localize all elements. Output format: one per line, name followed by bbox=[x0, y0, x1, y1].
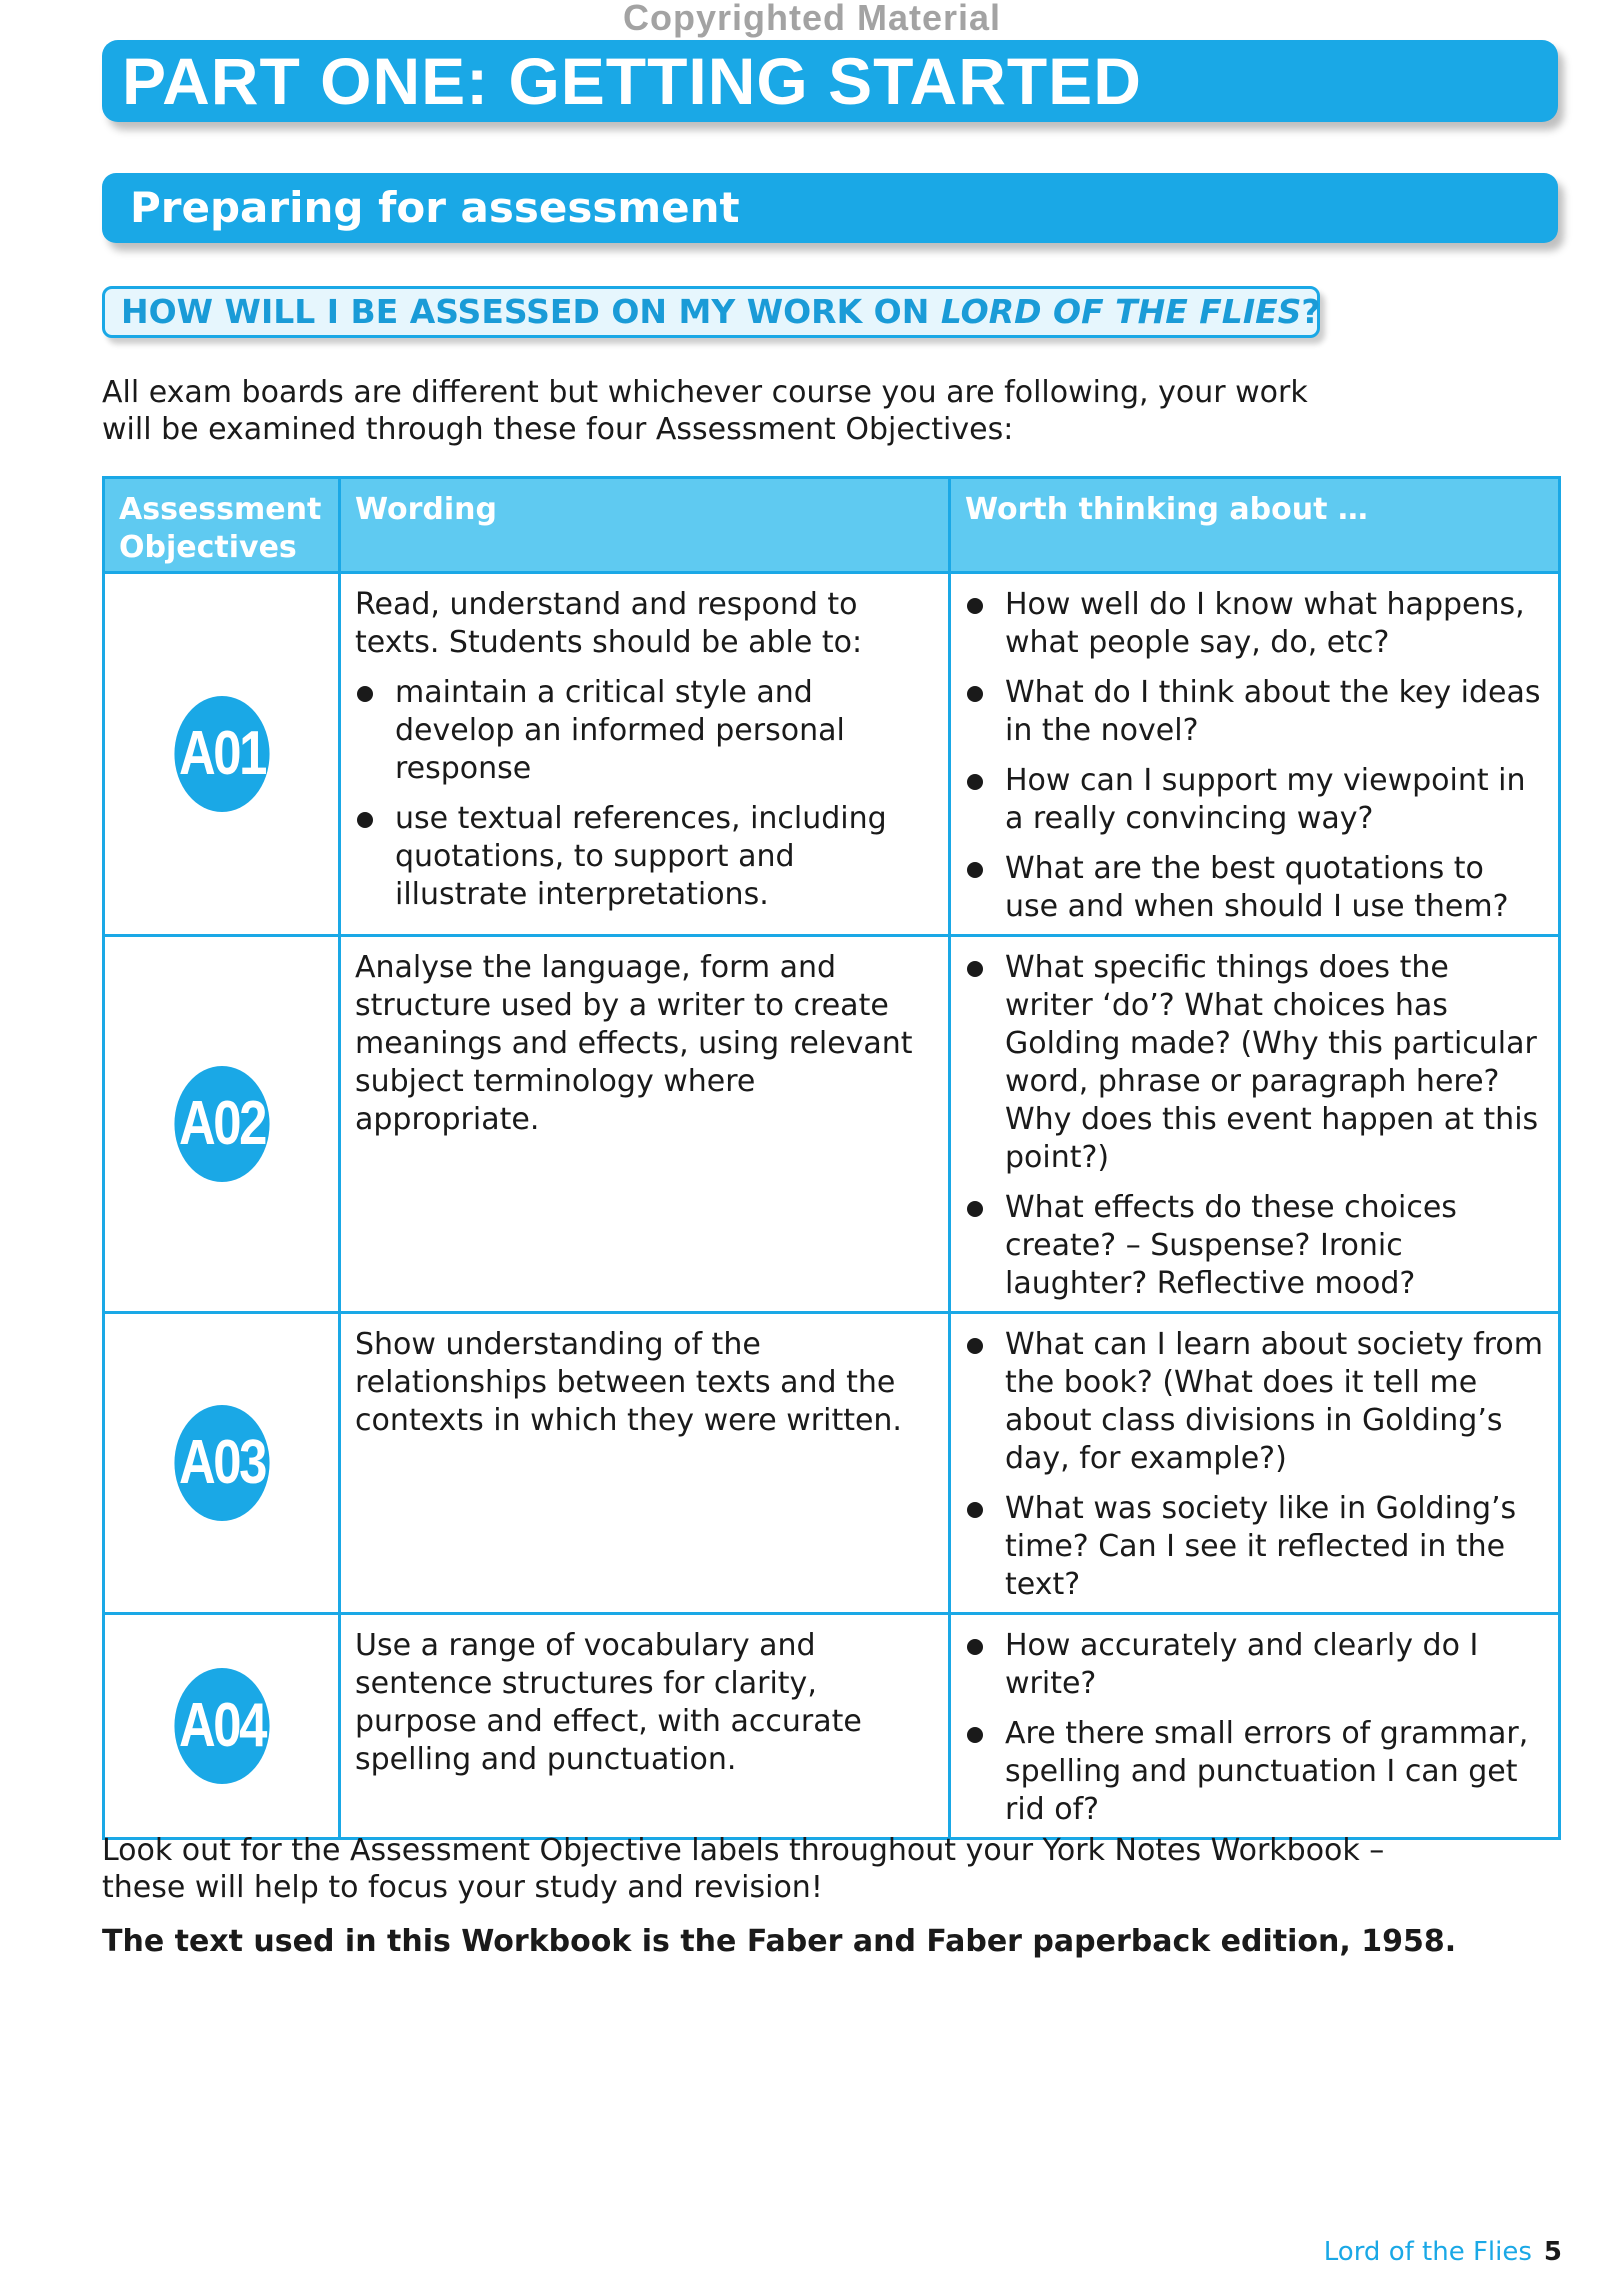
badge-cell bbox=[104, 1614, 340, 1839]
list-item-text: How can I support my viewpoint in a really convincing way? bbox=[1005, 763, 1526, 836]
header-assessment-objectives: Assessment Objectives bbox=[104, 478, 340, 573]
question-heading bbox=[102, 286, 1320, 338]
list-item-text: Are there small errors of grammar, spelling and punctuation I can get rid of? bbox=[1005, 1716, 1529, 1827]
header-worth-thinking: Worth thinking about … bbox=[950, 478, 1560, 573]
list-item-text: What effects do these choices create? – Suspense? Ironic laughter? Reflective mood? bbox=[1005, 1190, 1457, 1301]
wording-cell bbox=[340, 1614, 950, 1839]
question-prefix: HOW WILL I BE ASSESSED ON MY WORK ON bbox=[121, 292, 941, 331]
intro-paragraph: All exam boards are different but whichever course you are following, your work will be examined through these four Assessment Objectives: bbox=[102, 375, 1308, 447]
badge-cell bbox=[104, 936, 340, 1313]
wording-cell bbox=[340, 573, 950, 936]
ao-badge-a02: A02 bbox=[174, 1066, 269, 1182]
bullet-icon bbox=[357, 686, 373, 702]
table-row-a02 bbox=[104, 936, 1560, 1313]
assessment-objectives-table bbox=[102, 476, 1561, 1840]
page-number: 5 bbox=[1543, 2237, 1562, 2267]
section-title: Preparing for assessment bbox=[130, 183, 740, 232]
ao-badge-a03: A03 bbox=[174, 1405, 269, 1521]
list-item-text: What was society like in Golding’s time? Can I see it reflected in the text? bbox=[1005, 1491, 1517, 1602]
bullet-icon bbox=[357, 812, 373, 828]
thinking-bullets bbox=[965, 586, 1544, 926]
bullet-icon bbox=[967, 961, 983, 977]
part-title: PART ONE: GETTING STARTED bbox=[122, 44, 1142, 118]
footer-book-title: Lord of the Flies bbox=[1323, 2237, 1532, 2267]
list-item-text: What specific things does the writer ‘do’? What choices has Golding made? (Why this particular word, phrase or paragraph here? Why does this event happen at this point?) bbox=[1005, 950, 1539, 1175]
bullet-icon bbox=[967, 1727, 983, 1743]
list-item bbox=[965, 762, 1544, 838]
bullet-icon bbox=[967, 686, 983, 702]
question-suffix: ? bbox=[1301, 292, 1321, 331]
list-item bbox=[965, 1490, 1544, 1604]
list-item-text: use textual references, including quotations, to support and illustrate interpretations. bbox=[395, 801, 887, 912]
thinking-cell bbox=[950, 573, 1560, 936]
bullet-icon bbox=[967, 862, 983, 878]
wording-bullets bbox=[355, 674, 934, 914]
copyright-watermark: Copyrighted Material bbox=[622, 0, 1002, 38]
list-item-text: What do I think about the key ideas in the novel? bbox=[1005, 675, 1541, 748]
thinking-bullets bbox=[965, 949, 1544, 1303]
badge-cell bbox=[104, 1313, 340, 1614]
table-row-a03 bbox=[104, 1313, 1560, 1614]
ao-badge-a04: A04 bbox=[174, 1668, 269, 1784]
list-item bbox=[965, 1627, 1544, 1703]
edition-note: The text used in this Workbook is the Faber and Faber paperback edition, 1958. bbox=[102, 1924, 1457, 1959]
list-item bbox=[965, 1189, 1544, 1303]
page-footer bbox=[1324, 2236, 1562, 2268]
wording-cell bbox=[340, 936, 950, 1313]
wording-cell bbox=[340, 1313, 950, 1614]
question-book-title: LORD OF THE FLIES bbox=[940, 292, 1302, 331]
bullet-icon bbox=[967, 1338, 983, 1354]
list-item-text: How accurately and clearly do I write? bbox=[1005, 1628, 1479, 1701]
list-item bbox=[965, 1715, 1544, 1829]
table-row-a01 bbox=[104, 573, 1560, 936]
wording-lead: Analyse the language, form and structure used by a writer to create meanings and effects, using relevant subject terminology where appropriate. bbox=[355, 950, 913, 1137]
list-item bbox=[355, 674, 934, 788]
ao-badge-a01: A01 bbox=[174, 696, 269, 812]
table-header-row bbox=[104, 478, 1560, 573]
bullet-icon bbox=[967, 1639, 983, 1655]
thinking-cell bbox=[950, 936, 1560, 1313]
list-item bbox=[965, 674, 1544, 750]
thinking-cell bbox=[950, 1614, 1560, 1839]
wording-lead: Use a range of vocabulary and sentence structures for clarity, purpose and effect, with accurate spelling and punctuation. bbox=[355, 1628, 862, 1777]
thinking-bullets bbox=[965, 1326, 1544, 1604]
outro-paragraph: Look out for the Assessment Objective labels throughout your York Notes Workbook – these will help to focus your study and revision! bbox=[102, 1833, 1385, 1905]
part-title-banner bbox=[102, 40, 1558, 122]
list-item bbox=[965, 949, 1544, 1177]
list-item bbox=[965, 850, 1544, 926]
list-item bbox=[355, 800, 934, 914]
list-item bbox=[965, 1326, 1544, 1478]
list-item-text: What can I learn about society from the book? (What does it tell me about class divisions in Golding’s day, for example?) bbox=[1005, 1327, 1543, 1476]
list-item bbox=[965, 586, 1544, 662]
thinking-bullets bbox=[965, 1627, 1544, 1829]
thinking-cell bbox=[950, 1313, 1560, 1614]
section-title-banner bbox=[102, 173, 1558, 243]
list-item-text: What are the best quotations to use and when should I use them? bbox=[1005, 851, 1509, 924]
header-wording: Wording bbox=[340, 478, 950, 573]
wording-lead: Read, understand and respond to texts. Students should be able to: bbox=[355, 587, 863, 660]
bullet-icon bbox=[967, 774, 983, 790]
list-item-text: maintain a critical style and develop an informed personal response bbox=[395, 675, 845, 786]
badge-cell bbox=[104, 573, 340, 936]
bullet-icon bbox=[967, 1201, 983, 1217]
list-item-text: How well do I know what happens, what people say, do, etc? bbox=[1005, 587, 1525, 660]
bullet-icon bbox=[967, 1502, 983, 1518]
table-row-a04 bbox=[104, 1614, 1560, 1839]
wording-lead: Show understanding of the relationships between texts and the contexts in which they were written. bbox=[355, 1327, 902, 1438]
bullet-icon bbox=[967, 598, 983, 614]
